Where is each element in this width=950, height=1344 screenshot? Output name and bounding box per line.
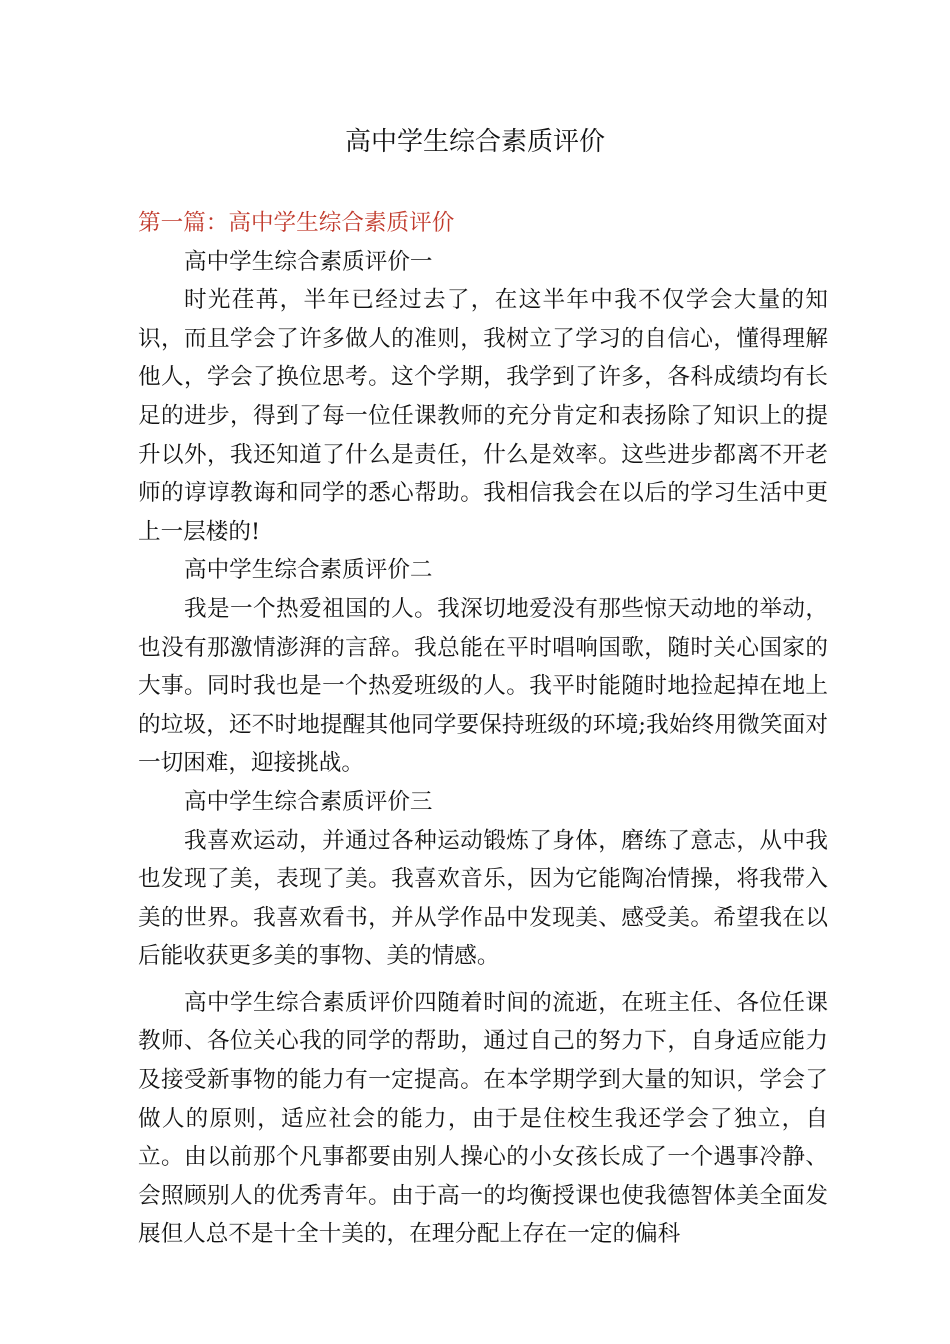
paragraph-1: 时光荏苒，半年已经过去了，在这半年中我不仅学会大量的知识，而且学会了许多做人的准则，我树立了学习的自信心，懂得理解他人，学会了换位思考。这个学期，我学到了许多，各科成绩均有长足的进步，得到了每一位任课教师的充分肯定和表扬除了知识上的提升以外，我还知道了什么是责任，什么是效率。这些进步都离不开老师的谆谆教诲和同学的悉心帮助。我相信我会在以后的学习生活中更上一层楼的! xyxy=(138,287,828,545)
paragraph-2: 我是一个热爱祖国的人。我深切地爱没有那些惊天动地的举动，也没有那激情澎湃的言辞。我总能在平时唱响国歌，随时关心国家的大事。同时我也是一个热爱班级的人。我平时能随时地捡起掉在地上的垃圾，还不时地提醒其他同学要保持班级的环境;我始终用微笑面对一切困难，迎接挑战。 xyxy=(138,595,828,777)
paragraph-4: 高中学生综合素质评价四随着时间的流逝，在班主任、各位任课教师、各位关心我的同学的帮助，通过自己的努力下，自身适应能力及接受新事物的能力有一定提高。在本学期学到大量的知识，学会了做人的原则，适应社会的能力，由于是住校生我还学会了独立，自立。由以前那个凡事都要由别人操心的小女孩长成了一个遇事冷静、会照顾别人的优秀青年。由于高一的均衡授课也使我德智体美全面发展但人总不是十全十美的，在理分配上存在一定的偏科 xyxy=(138,989,828,1248)
document-body xyxy=(138,204,828,1254)
section-heading: 第一篇：高中学生综合素质评价 xyxy=(138,210,455,236)
page-title: 高中学生综合素质评价 xyxy=(344,127,605,157)
paragraph-3: 我喜欢运动，并通过各种运动锻炼了身体，磨练了意志，从中我也发现了美，表现了美。我喜欢音乐，因为它能陶冶情操，将我带入美的世界。我喜欢看书，并从学作品中发现美、感受美。希望我在以后能收获更多美的事物、美的情感。 xyxy=(138,827,828,970)
subheading-3: 高中学生综合素质评价三 xyxy=(184,788,433,815)
subheading-1: 高中学生综合素质评价一 xyxy=(184,248,433,275)
subheading-2: 高中学生综合素质评价二 xyxy=(184,557,433,584)
